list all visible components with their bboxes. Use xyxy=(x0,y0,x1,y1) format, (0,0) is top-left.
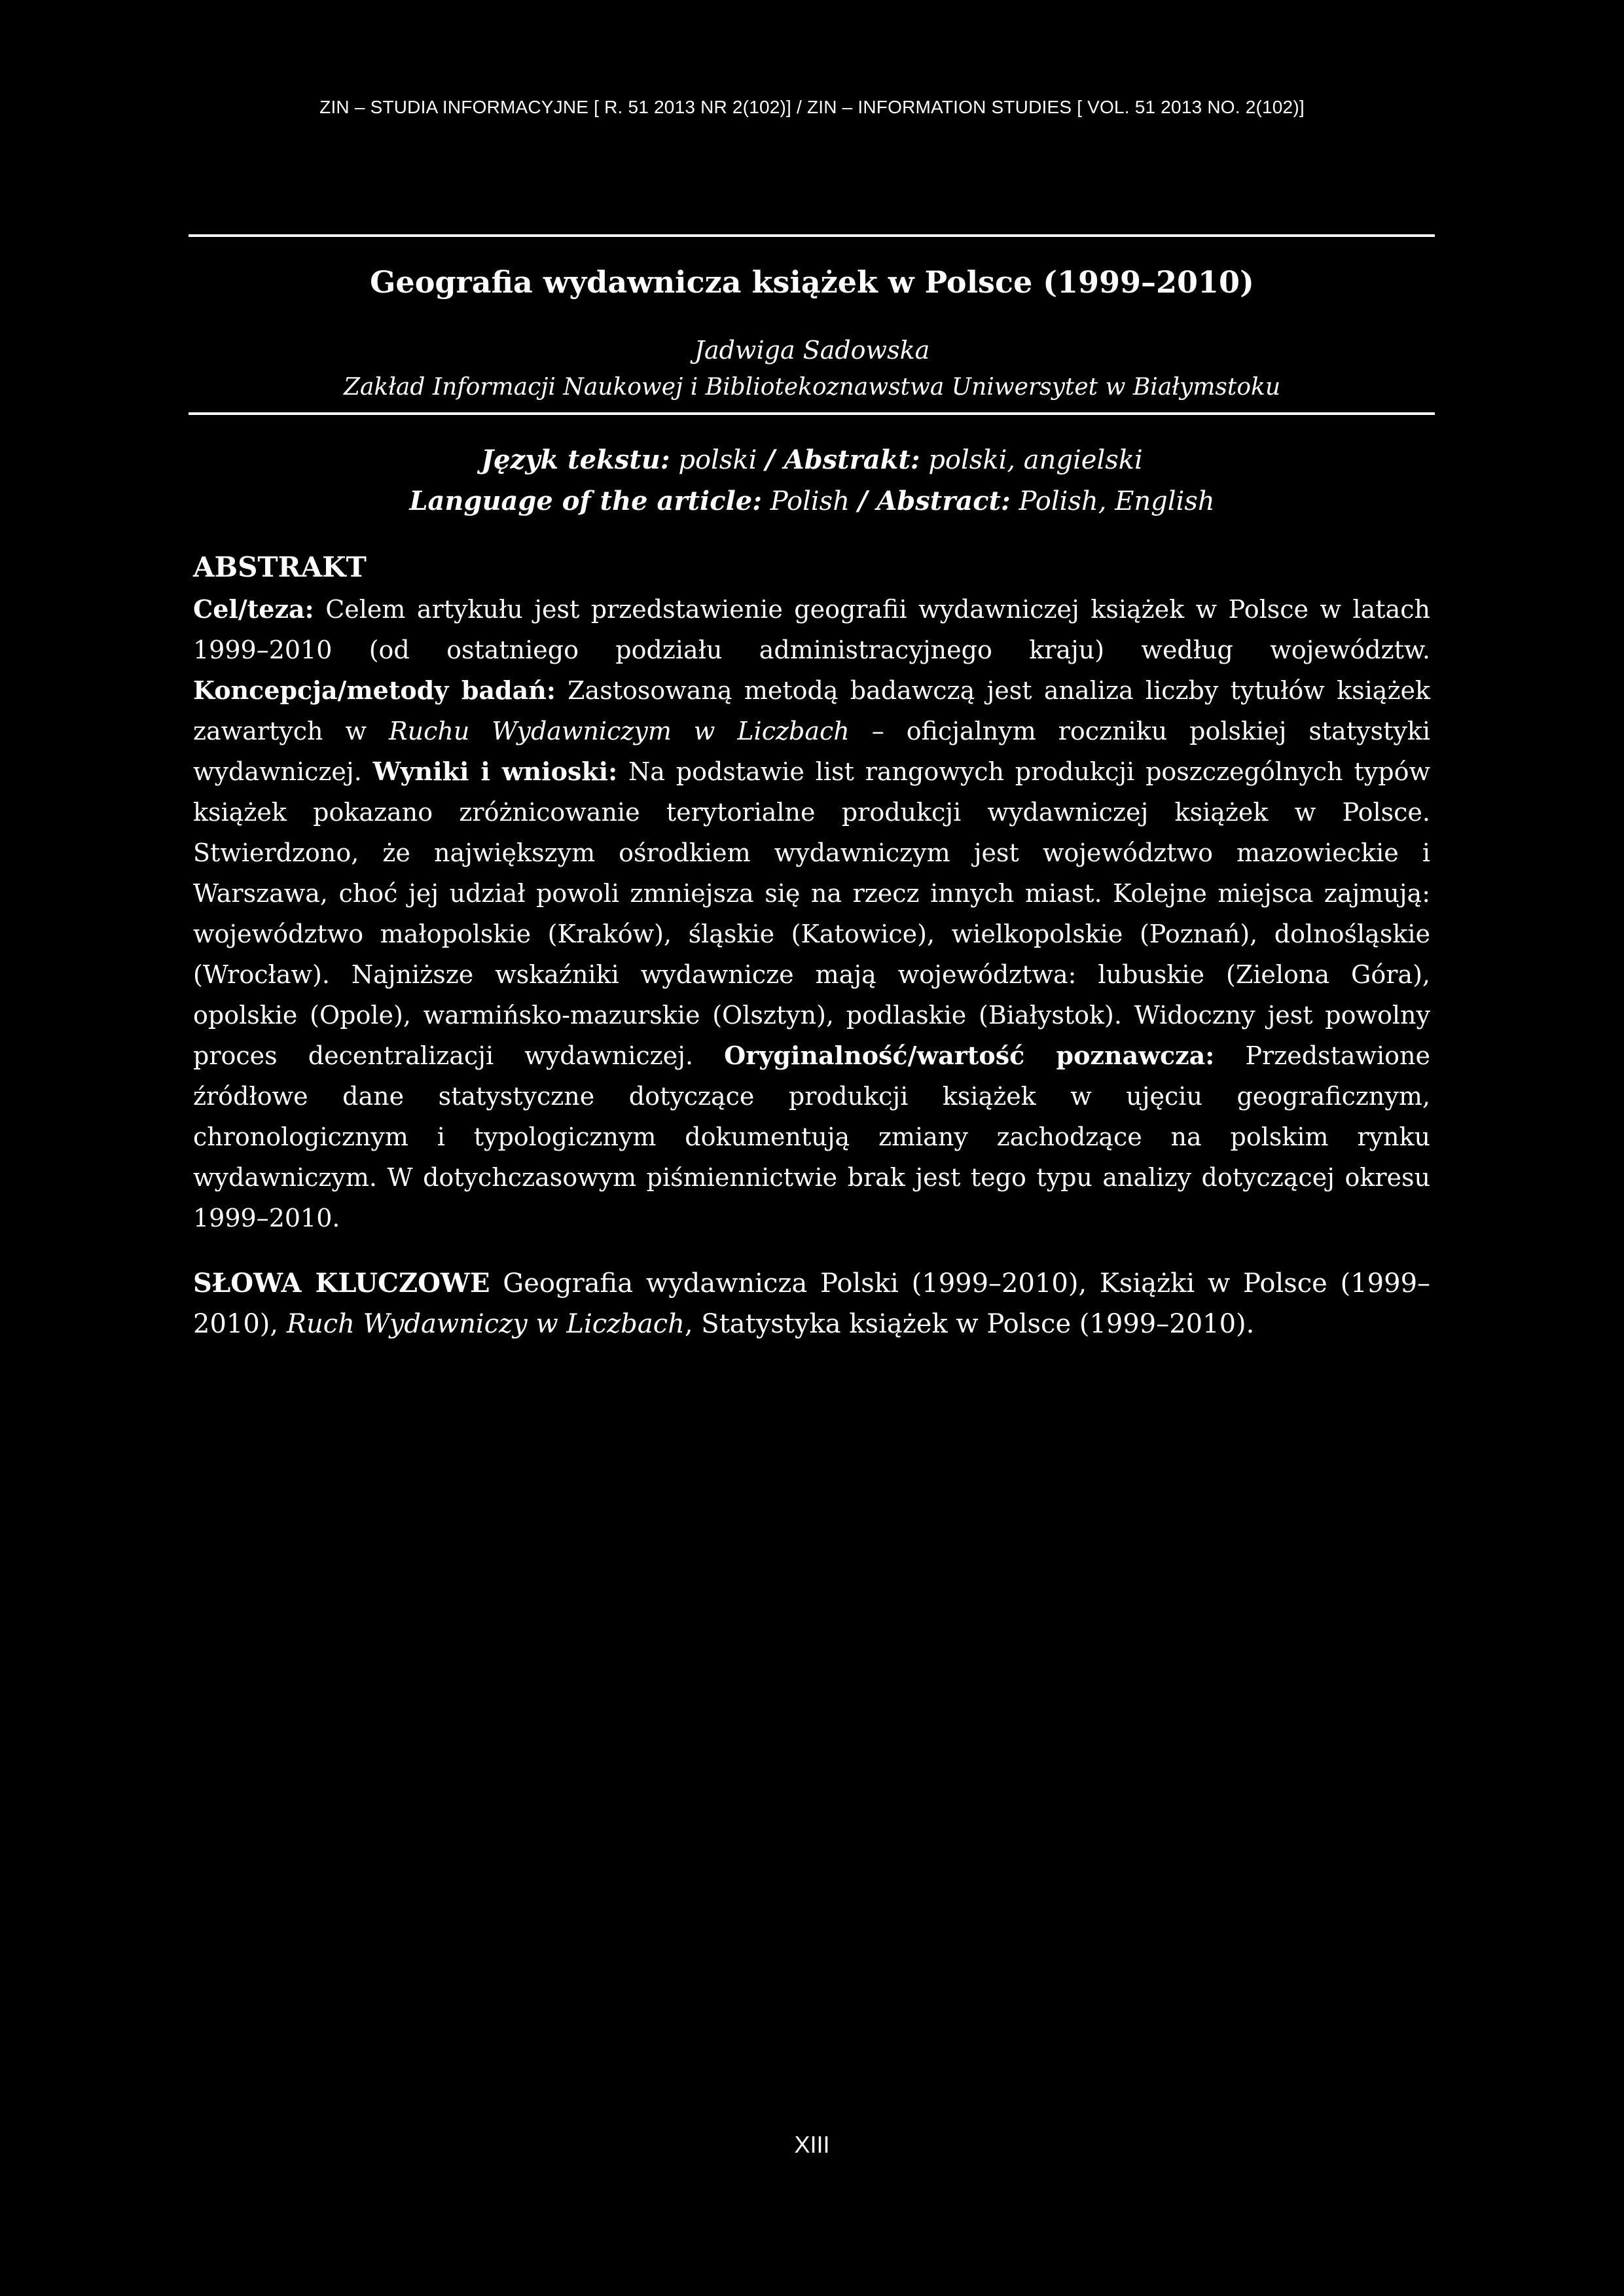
abstract-body xyxy=(193,589,1430,1238)
keywords-italic-title: Ruch Wydawniczy w Liczbach xyxy=(286,1309,685,1339)
keywords-text-continued: , Statystyka książek w Polsce (1999–2010). xyxy=(684,1309,1255,1339)
language-line-english xyxy=(0,486,1624,516)
keywords xyxy=(193,1263,1430,1344)
author-affiliation: Zakład Informacji Naukowej i Bibliotekoznawstwa Uniwersytet w Białymstoku xyxy=(343,374,1281,401)
language-label-pl: Język tekstu: xyxy=(481,444,670,475)
abstract-aim-label: Cel/teza: xyxy=(193,594,314,624)
abstract-methods-source: Ruchu Wydawniczym w Liczbach xyxy=(388,717,850,745)
abstract-results-text: Na podstawie list rangowych produkcji poszczególnych typów książek pokazano zróżnicowanie terytorialne produkcji wydawniczej książek w Polsce. Stwierdzono, że największym ośrodkiem wydawniczym jest województwo mazowieckie i Warszawa, choć jej udział powoli zmniejsza się na rzecz innych miast. Kolejne miejsca zajmują: województwo małopolskie (Kraków), śląskie (Katowice), wielkopolskie (Poznań), dolnośląskie (Wrocław). Najniższe wskaźniki wydawnicze mają województwa: lubuskie (Zielona Góra), opolskie (Opole), warmińsko-mazurskie (Olsztyn), podlaskie (Białystok). Widoczny jest powolny proces decentralizacji wydawniczej. xyxy=(193,757,1430,1070)
abstract-originality-text: Przedstawione źródłowe dane statystyczne dotyczące produkcji książek w ujęciu geograficznym, chronologicznym i typologicznym dokumentują zmiany zachodzące na polskim rynku wydawniczym. W dotychczasowym piśmiennictwie brak jest tego typu analizy dotyczącej okresu 1999–2010. xyxy=(193,1041,1430,1232)
language-line-polish xyxy=(0,444,1624,475)
page-number: XIII xyxy=(794,2131,830,2158)
abstract-language-value-pl: polski, angielski xyxy=(928,445,1143,475)
abstract-results-label: Wyniki i wnioski: xyxy=(372,757,618,786)
abstract-methods-text: Zastosowaną metodą badawczą jest analiza liczby tytułów książek zawartych w xyxy=(193,676,1430,745)
keywords-label: SŁOWA KLUCZOWE xyxy=(193,1268,490,1299)
abstract-language-value-en: Polish, English xyxy=(1019,486,1215,516)
abstract-language-label-pl: / Abstrakt: xyxy=(765,444,920,475)
abstract-methods-text-continued: – oficjalnym roczniku polskiej statystyki wydawniczej. xyxy=(193,717,1430,786)
title-rule-top xyxy=(189,234,1435,237)
language-value-pl: polski xyxy=(678,445,757,475)
keywords-text: Geografia wydawnicza Polski (1999–2010), Książki w Polsce (1999–2010), xyxy=(193,1268,1431,1339)
abstract-language-label-en: / Abstract: xyxy=(857,486,1011,516)
running-head: ZIN – STUDIA INFORMACYJNE [ R. 51 2013 NR 2(102)] / ZIN – INFORMATION STUDIES [ VOL. 51 2013 NO. 2(102)] xyxy=(319,97,1305,117)
article-title: Geografia wydawnicza książek w Polsce (1999–2010) xyxy=(370,264,1254,300)
abstract-heading: ABSTRAKT xyxy=(193,551,367,583)
article-author: Jadwiga Sadowska xyxy=(694,336,930,365)
abstract-methods-label: Koncepcja/metody badań: xyxy=(193,675,556,705)
language-label-en: Language of the article: xyxy=(409,486,762,516)
title-rule-bottom xyxy=(189,412,1435,415)
language-value-en: Polish xyxy=(770,486,850,516)
abstract-aim-text: Celem artykułu jest przedstawienie geografii wydawniczej książek w Polsce w latach 1999–2010 (od ostatniego podziału administracyjnego kraju) według województw. xyxy=(193,595,1430,664)
abstract-originality-label: Oryginalność/wartość poznawcza: xyxy=(724,1041,1215,1070)
